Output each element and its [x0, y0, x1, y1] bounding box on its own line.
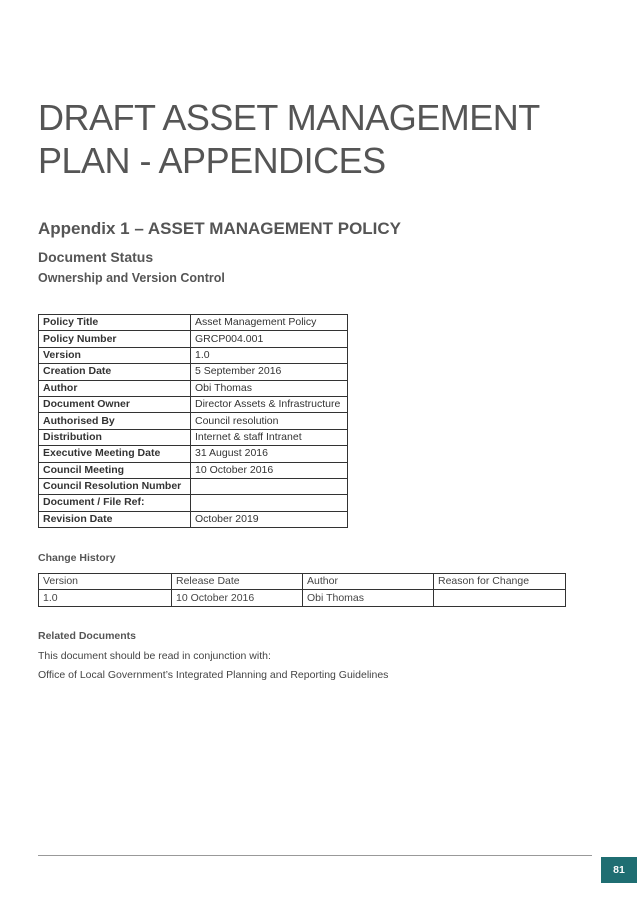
table-row — [39, 462, 348, 478]
change-history-heading: Change History — [38, 552, 116, 564]
policy-field-label: Revision Date — [39, 511, 191, 527]
policy-field-value: 31 August 2016 — [191, 446, 348, 462]
policy-field-label: Document / File Ref: — [39, 495, 191, 511]
policy-field-label: Version — [39, 347, 191, 363]
page-title — [38, 96, 598, 182]
cell-version: 1.0 — [39, 590, 172, 606]
policy-field-label: Distribution — [39, 429, 191, 445]
policy-field-label: Policy Title — [39, 315, 191, 331]
related-intro: This document should be read in conjunction with: — [38, 650, 271, 662]
policy-field-value: Council resolution — [191, 413, 348, 429]
policy-field-value: Internet & staff Intranet — [191, 429, 348, 445]
policy-field-value: Director Assets & Infrastructure — [191, 396, 348, 412]
table-row — [39, 478, 348, 494]
policy-field-value: 10 October 2016 — [191, 462, 348, 478]
policy-field-value: 5 September 2016 — [191, 364, 348, 380]
header-release-date: Release Date — [172, 574, 303, 590]
policy-field-value: GRCP004.001 — [191, 331, 348, 347]
ownership-heading: Ownership and Version Control — [38, 271, 225, 285]
table-row — [39, 315, 348, 331]
policy-field-value — [191, 478, 348, 494]
table-row — [39, 413, 348, 429]
policy-field-value: 1.0 — [191, 347, 348, 363]
policy-field-label: Creation Date — [39, 364, 191, 380]
policy-field-label: Executive Meeting Date — [39, 446, 191, 462]
table-row — [39, 495, 348, 511]
related-documents-heading: Related Documents — [38, 630, 137, 642]
cell-reason — [434, 590, 566, 606]
table-row — [39, 446, 348, 462]
policy-field-value — [191, 495, 348, 511]
change-history-table — [38, 573, 566, 607]
cell-author: Obi Thomas — [303, 590, 434, 606]
header-reason: Reason for Change — [434, 574, 566, 590]
policy-field-value: October 2019 — [191, 511, 348, 527]
table-row — [39, 380, 348, 396]
policy-field-label: Authorised By — [39, 413, 191, 429]
policy-field-label: Council Resolution Number — [39, 478, 191, 494]
title-line-2: PLAN - APPENDICES — [38, 140, 386, 181]
policy-field-label: Author — [39, 380, 191, 396]
policy-field-label: Document Owner — [39, 396, 191, 412]
table-row — [39, 396, 348, 412]
title-line-1: DRAFT ASSET MANAGEMENT — [38, 97, 540, 138]
page-number: 81 — [601, 857, 637, 883]
document-status-heading: Document Status — [38, 249, 154, 265]
cell-release-date: 10 October 2016 — [172, 590, 303, 606]
header-author: Author — [303, 574, 434, 590]
change-history-header-row — [39, 574, 566, 590]
header-version: Version — [39, 574, 172, 590]
table-row — [39, 511, 348, 527]
table-row — [39, 429, 348, 445]
related-guideline: Office of Local Government’s Integrated Planning and Reporting Guidelines — [38, 669, 389, 681]
policy-field-value: Asset Management Policy — [191, 315, 348, 331]
table-row — [39, 347, 348, 363]
policy-field-label: Council Meeting — [39, 462, 191, 478]
appendix-heading: Appendix 1 – ASSET MANAGEMENT POLICY — [38, 219, 402, 238]
footer-divider — [38, 855, 592, 856]
table-row — [39, 590, 566, 606]
table-row — [39, 364, 348, 380]
policy-field-label: Policy Number — [39, 331, 191, 347]
policy-table — [38, 314, 348, 528]
policy-field-value: Obi Thomas — [191, 380, 348, 396]
table-row — [39, 331, 348, 347]
